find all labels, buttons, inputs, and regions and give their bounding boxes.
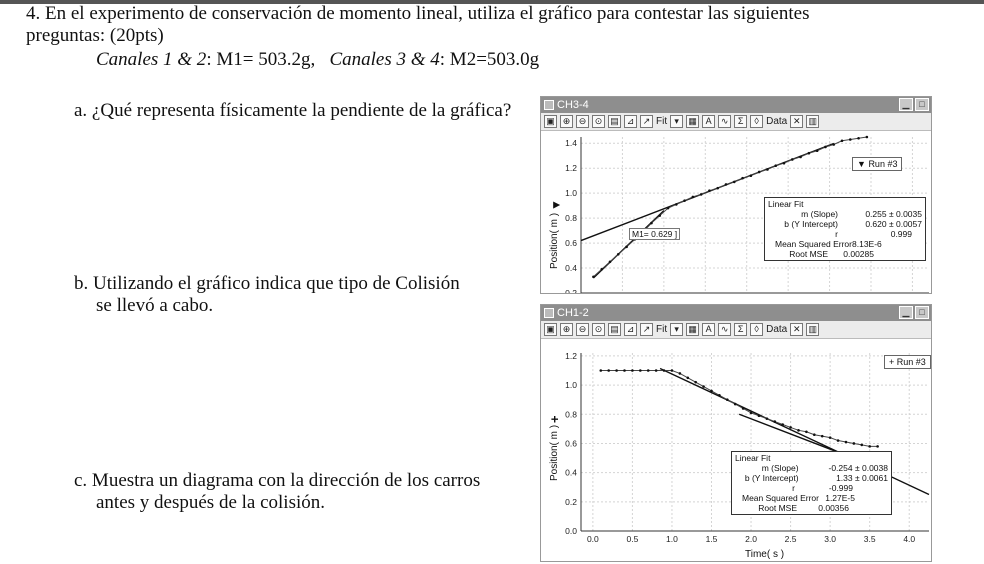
data-point <box>639 369 642 372</box>
data-point <box>832 143 835 146</box>
data-point <box>758 171 761 174</box>
question-line-2: preguntas: (20pts) <box>26 25 164 46</box>
autoscale-icon[interactable]: ⊙ <box>592 115 605 128</box>
data-point <box>716 187 719 190</box>
graph-window-ch3-4[interactable] <box>540 96 932 294</box>
window-title: CH3-4 <box>557 99 589 111</box>
item-b-line-1: b. Utilizando el gráfico indica que tipo de Colisión <box>74 273 460 294</box>
fit-row: Mean Squared Error 8.13E-6 <box>774 239 882 249</box>
item-b-line-2: se llevó a cabo. <box>96 295 214 316</box>
data-point <box>773 420 776 423</box>
run-marker: ▼ <box>857 159 866 169</box>
y-tick-label: 0.2 <box>565 288 577 295</box>
data-point <box>799 156 802 159</box>
data-point <box>708 189 711 192</box>
data-point <box>876 445 879 448</box>
fit-row: Root MSE 0.00356 <box>758 503 849 513</box>
data-point <box>837 439 840 442</box>
data-point <box>683 199 686 202</box>
x-tick-label: 0.5 <box>626 534 639 544</box>
fit-title: Linear Fit <box>768 199 804 209</box>
channels-b-label: Canales 3 & 4 <box>329 49 440 70</box>
y-tick-label: 0.2 <box>565 496 577 507</box>
data-point <box>868 445 871 448</box>
data-point <box>816 149 819 152</box>
data-point <box>686 377 689 380</box>
item-c-line-2: antes y después de la colisión. <box>96 492 326 513</box>
item-c-line-1: c. Muestra un diagrama con la dirección de los carros <box>74 470 481 491</box>
data-point <box>797 429 800 432</box>
fit-row: m (Slope) 0.255 ± 0.0035 <box>801 209 922 219</box>
data-point <box>791 158 794 161</box>
data-point <box>808 152 811 155</box>
y-tick-label: 1.2 <box>565 350 577 361</box>
y-axis-marker: + <box>547 415 562 423</box>
data-point <box>702 385 705 388</box>
calculator-icon[interactable]: ▦ <box>686 323 699 336</box>
run-name: Run #3 <box>896 357 926 367</box>
statistics-icon[interactable]: Σ <box>734 323 747 336</box>
maximize-icon[interactable]: □ <box>915 98 929 111</box>
window-title: CH1-2 <box>557 307 589 319</box>
data-point <box>658 214 661 217</box>
fit-row: b (Y Intercept) 1.33 ± 0.0061 <box>744 473 888 483</box>
y-axis-label: Position( m ) <box>549 212 560 269</box>
y-tick-label: 1.2 <box>565 163 577 174</box>
data-point <box>726 398 729 401</box>
x-tick-label: 1.0 <box>666 534 678 544</box>
data-point <box>750 174 753 177</box>
delete-icon[interactable]: ✕ <box>790 323 803 336</box>
data-point <box>860 444 863 447</box>
x-tick-label: 3.0 <box>824 534 837 544</box>
data-point <box>623 369 626 372</box>
run-name: Run #3 <box>868 159 898 169</box>
data-point <box>725 183 728 186</box>
data-point <box>741 177 744 180</box>
data-point <box>671 369 674 372</box>
data-point <box>783 162 786 165</box>
x-tick-label: 2.0 <box>745 534 757 544</box>
data-point <box>650 222 653 225</box>
data-dropdown-icon[interactable]: ◊ <box>750 115 763 128</box>
y-tick-label: 0.6 <box>565 438 577 449</box>
graph-window-ch1-2[interactable] <box>540 304 932 562</box>
fit-line <box>739 414 838 452</box>
data-point <box>663 369 666 372</box>
data-point <box>750 412 753 415</box>
data-point <box>679 372 682 375</box>
data-dropdown-icon[interactable]: ◊ <box>750 323 763 336</box>
data-point <box>600 268 603 271</box>
data-point <box>700 193 703 196</box>
x-tick-label: 2.5 <box>784 534 797 544</box>
data-point <box>718 394 721 397</box>
data-point <box>766 168 769 171</box>
position-graph-ch1-2[interactable] <box>541 305 932 562</box>
data-point <box>592 275 595 278</box>
fit-row: r -0.999 <box>792 483 853 493</box>
data-point <box>631 369 634 372</box>
data-point <box>849 138 852 141</box>
graph-options-icon[interactable]: ▥ <box>806 115 819 128</box>
zoom-in-icon[interactable]: ⊕ <box>560 323 573 336</box>
y-tick-label: 0.4 <box>565 467 577 478</box>
curve-fit-icon[interactable]: ↗ <box>640 323 653 336</box>
fit-dropdown-icon[interactable]: ▾ <box>670 115 683 128</box>
run-marker: + <box>889 357 895 367</box>
channels-a-value: : M1= 503.2g, <box>206 49 316 70</box>
data-point <box>734 403 737 406</box>
zoom-out-icon[interactable]: ⊖ <box>576 323 589 336</box>
data-point <box>647 369 650 372</box>
x-tick-label: 1.5 <box>705 534 718 544</box>
data-point <box>758 414 761 417</box>
interpolate-icon[interactable]: ∿ <box>718 115 731 128</box>
data-label[interactable]: Data <box>766 116 788 127</box>
data-point <box>857 137 860 140</box>
interpolate-icon[interactable]: ∿ <box>718 323 731 336</box>
data-point <box>774 164 777 167</box>
y-tick-label: 0.6 <box>565 238 577 249</box>
data-point <box>667 207 670 210</box>
fit-row: b (Y Intercept) 0.620 ± 0.0057 <box>784 219 922 229</box>
data-point <box>866 136 869 139</box>
graph-icon[interactable]: ▣ <box>544 115 557 128</box>
data-point <box>821 435 824 438</box>
data-point <box>845 441 848 444</box>
fit-row: m (Slope) -0.254 ± 0.0038 <box>761 463 888 473</box>
data-point <box>599 369 602 372</box>
y-tick-label: 1.0 <box>565 188 577 199</box>
examine-icon[interactable]: ▤ <box>608 115 621 128</box>
x-tick-label: 4.0 <box>903 534 916 544</box>
data-series-line <box>601 371 878 447</box>
data-point <box>789 426 792 429</box>
x-axis-label: Time( s ) <box>745 549 785 560</box>
y-axis-label: Position( m ) <box>549 424 560 481</box>
graph-icon[interactable]: ▣ <box>544 323 557 336</box>
data-point <box>733 181 736 184</box>
y-tick-label: 0.0 <box>565 526 577 536</box>
channels-a-label: Canales 1 & 2 <box>96 49 207 70</box>
annotation-icon[interactable]: A <box>702 115 715 128</box>
autoscale-icon[interactable]: ⊙ <box>592 323 605 336</box>
maximize-icon[interactable]: □ <box>915 306 929 319</box>
fit-row: r 0.999 <box>835 229 912 239</box>
x-tick-label: 0.0 <box>586 534 599 544</box>
data-label[interactable]: Data <box>766 324 788 335</box>
examine-icon[interactable]: ▤ <box>608 323 621 336</box>
data-point <box>655 369 658 372</box>
run-label <box>884 355 931 369</box>
y-tick-label: 0.8 <box>565 409 577 420</box>
zoom-in-icon[interactable]: ⊕ <box>560 115 573 128</box>
linear-fit-box[interactable] <box>764 197 926 261</box>
fit-dropdown-icon[interactable]: ▾ <box>670 323 683 336</box>
x-tick-label: 3.5 <box>863 534 876 544</box>
tangent-icon[interactable]: ⊿ <box>624 323 637 336</box>
data-point <box>781 423 784 426</box>
data-point <box>766 417 769 420</box>
data-point <box>675 203 678 206</box>
minimize-icon[interactable]: ▁ <box>899 98 913 111</box>
y-tick-label: 1.0 <box>565 380 577 391</box>
data-point <box>841 139 844 142</box>
data-point <box>615 369 618 372</box>
data-point <box>710 390 713 393</box>
fit-label[interactable]: Fit <box>656 324 668 335</box>
data-point <box>694 381 697 384</box>
calculator-icon[interactable]: ▦ <box>686 115 699 128</box>
question-line-1: 4. En el experimento de conservación de momento lineal, utiliza el gráfico para contestar las siguientes <box>26 3 810 24</box>
data-point <box>853 442 856 445</box>
statistics-icon[interactable]: Σ <box>734 115 747 128</box>
fit-title: Linear Fit <box>735 453 771 463</box>
data-point <box>813 433 816 436</box>
fit-label[interactable]: Fit <box>656 116 668 127</box>
fit-row: Root MSE 0.00285 <box>789 249 874 259</box>
slope-annotation[interactable]: M1= 0.629 ] <box>629 228 680 240</box>
data-point <box>692 196 695 199</box>
annotation-icon[interactable]: A <box>702 323 715 336</box>
zoom-out-icon[interactable]: ⊖ <box>576 115 589 128</box>
data-point <box>829 436 832 439</box>
linear-fit-box[interactable] <box>731 451 892 515</box>
data-point <box>617 253 620 256</box>
channels-b-value: : M2=503.0g <box>439 49 540 70</box>
y-axis-marker: ▼ <box>549 199 563 211</box>
data-point <box>805 430 808 433</box>
item-a: a. ¿Qué representa físicamente la pendiente de la gráfica? <box>74 100 512 121</box>
delete-icon[interactable]: ✕ <box>790 115 803 128</box>
data-point <box>607 369 610 372</box>
curve-fit-icon[interactable]: ↗ <box>640 115 653 128</box>
data-point <box>625 246 628 249</box>
minimize-icon[interactable]: ▁ <box>899 306 913 319</box>
position-graph-ch3-4[interactable] <box>541 97 932 294</box>
y-tick-label: 0.8 <box>565 213 577 224</box>
y-tick-label: 1.4 <box>565 138 577 149</box>
data-point <box>824 146 827 149</box>
fit-row: Mean Squared Error 1.27E-5 <box>741 493 855 503</box>
data-point <box>742 407 745 410</box>
tangent-icon[interactable]: ⊿ <box>624 115 637 128</box>
graph-options-icon[interactable]: ▥ <box>806 323 819 336</box>
y-tick-label: 0.4 <box>565 263 577 274</box>
channels-line <box>96 49 539 71</box>
data-point <box>609 261 612 264</box>
run-label <box>852 157 902 171</box>
